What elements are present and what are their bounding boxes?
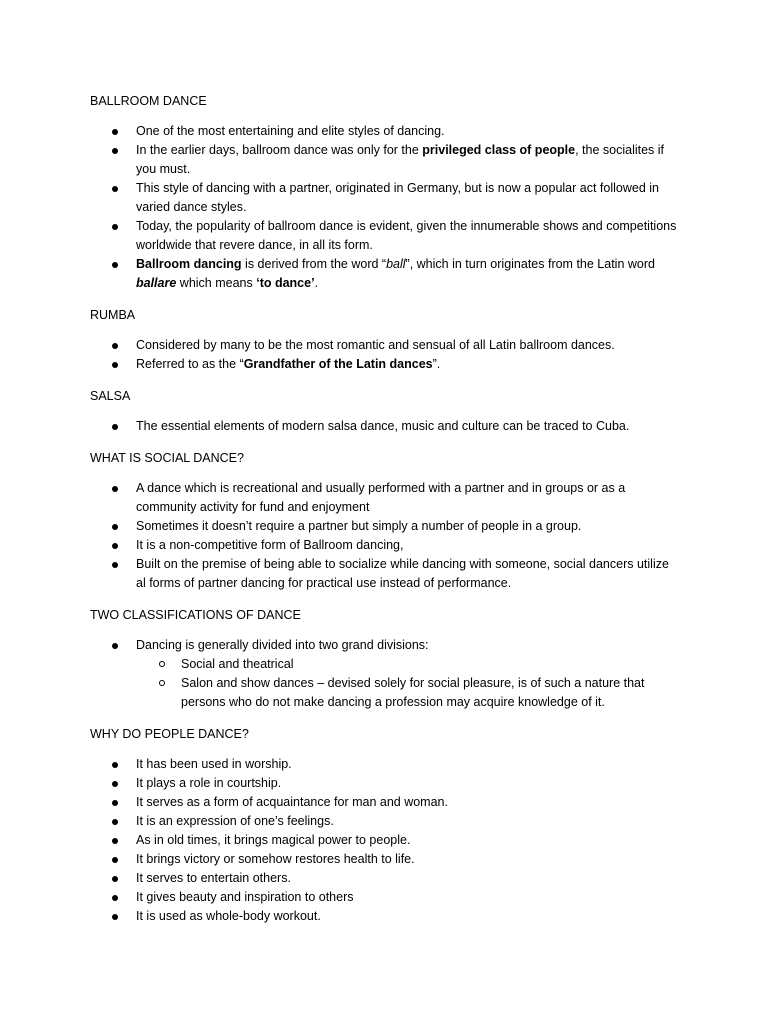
text-run: is derived from the word “ <box>241 257 387 271</box>
text-run: Social and theatrical <box>181 657 294 671</box>
list-item-text <box>136 833 410 847</box>
list-item-text <box>136 338 615 352</box>
text-run: It has been used in worship. <box>136 757 292 771</box>
list-item-text <box>136 181 659 214</box>
list-item <box>90 336 680 355</box>
document-page <box>90 92 680 939</box>
list-item-text <box>136 871 291 885</box>
bullet-list <box>90 122 680 293</box>
text-run: It serves as a form of acquaintance for man and woman. <box>136 795 448 809</box>
text-run: Ballroom dancing <box>136 257 242 271</box>
list-item-text <box>136 557 669 590</box>
sub-list-item <box>90 655 680 674</box>
bullet-icon <box>112 486 118 492</box>
list-item <box>90 831 680 850</box>
text-run: ”, which in turn originates from the Latin word <box>405 257 655 271</box>
bullet-icon <box>112 562 118 568</box>
section-heading: SALSA <box>90 389 131 403</box>
list-item-text <box>136 757 292 771</box>
bullet-icon <box>112 129 118 135</box>
bullet-list <box>90 417 680 436</box>
bullet-icon <box>112 819 118 825</box>
list-item-text <box>136 909 321 923</box>
list-item-text <box>136 481 625 514</box>
text-run: It serves to entertain others. <box>136 871 291 885</box>
bullet-list <box>90 336 680 374</box>
list-item-text <box>136 357 440 371</box>
section-what-is-social-dance <box>90 449 680 593</box>
bullet-icon <box>112 343 118 349</box>
list-item <box>90 179 680 217</box>
list-item <box>90 141 680 179</box>
section-two-classifications-of-dance <box>90 606 680 712</box>
text-run: Grandfather of the Latin dances <box>243 357 433 371</box>
list-item <box>90 907 680 926</box>
text-run: Dancing is generally divided into two grand divisions: <box>136 638 429 652</box>
text-run: As in old times, it brings magical power to people. <box>136 833 411 847</box>
list-item-text <box>136 519 581 533</box>
list-item-text <box>136 419 629 433</box>
list-item <box>90 536 680 555</box>
text-run: ‘to dance’ <box>256 276 315 290</box>
list-item <box>90 869 680 888</box>
bullet-icon <box>112 224 118 230</box>
bullet-list <box>90 755 680 926</box>
bullet-icon <box>112 362 118 368</box>
text-run: ball <box>386 257 406 271</box>
bullet-icon <box>112 857 118 863</box>
list-item-text <box>136 795 448 809</box>
hollow-bullet-icon <box>159 661 165 667</box>
list-item <box>90 217 680 255</box>
section-rumba <box>90 306 680 374</box>
section-heading: WHY DO PEOPLE DANCE? <box>90 727 249 741</box>
list-item <box>90 636 680 712</box>
sub-list-item <box>90 674 680 712</box>
text-run: In the earlier days, ballroom dance was only for the <box>136 143 423 157</box>
bullet-icon <box>112 262 118 268</box>
list-item-text <box>136 538 403 552</box>
list-item <box>90 812 680 831</box>
sub-list-item-text <box>181 657 294 671</box>
list-item-text <box>136 124 445 138</box>
text-run: A dance which is recreational and usually performed with a partner and in groups or as a community activity for fund and enjoyment <box>136 481 626 514</box>
list-item <box>90 122 680 141</box>
list-item <box>90 255 680 293</box>
section-heading: RUMBA <box>90 308 136 322</box>
list-item <box>90 793 680 812</box>
text-run <box>136 276 176 290</box>
section-salsa <box>90 387 680 436</box>
text-run: The essential elements of modern salsa dance, music and culture can be traced to Cuba. <box>136 419 630 433</box>
list-item <box>90 479 680 517</box>
list-item <box>90 555 680 593</box>
text-run: which means <box>176 276 257 290</box>
list-item <box>90 774 680 793</box>
text-run: It is an expression of one’s feelings. <box>136 814 334 828</box>
section-why-do-people-dance <box>90 725 680 926</box>
bullet-icon <box>112 781 118 787</box>
bullet-icon <box>112 148 118 154</box>
list-item <box>90 888 680 907</box>
bullet-icon <box>112 762 118 768</box>
list-item-text <box>136 814 334 828</box>
list-item-text <box>136 852 415 866</box>
hollow-bullet-icon <box>159 680 165 686</box>
bullet-icon <box>112 876 118 882</box>
text-run: Today, the popularity of ballroom dance is evident, given the innumerable shows and competitions worldwide that revere dance, in all its form. <box>136 219 677 252</box>
list-item <box>90 755 680 774</box>
text-run: Referred to as the “ <box>136 357 244 371</box>
sub-bullet-list <box>136 655 680 712</box>
text-run: One of the most entertaining and elite styles of dancing. <box>136 124 445 138</box>
text-run: , the socialites if you must. <box>136 143 665 176</box>
bullet-icon <box>112 800 118 806</box>
list-item-text <box>136 257 655 290</box>
text-run: It plays a role in courtship. <box>136 776 282 790</box>
text-run: Considered by many to be the most romantic and sensual of all Latin ballroom dances. <box>136 338 615 352</box>
section-heading: BALLROOM DANCE <box>90 94 207 108</box>
list-item <box>90 850 680 869</box>
bullet-list <box>90 636 680 712</box>
list-item-text <box>136 776 281 790</box>
bullet-icon <box>112 643 118 649</box>
bullet-icon <box>112 914 118 920</box>
text-run: It brings victory or somehow restores health to life. <box>136 852 415 866</box>
text-run: This style of dancing with a partner, originated in Germany, but is now a popular act followed in varied dance styles. <box>136 181 659 214</box>
list-item-text <box>136 890 354 904</box>
list-item-text <box>136 638 429 652</box>
sub-list-item-text <box>181 676 644 709</box>
text-run: It gives beauty and inspiration to others <box>136 890 354 904</box>
bullet-icon <box>112 838 118 844</box>
text-run: It is used as whole-body workout. <box>136 909 321 923</box>
bullet-icon <box>112 543 118 549</box>
bullet-list <box>90 479 680 593</box>
section-heading: TWO CLASSIFICATIONS OF DANCE <box>90 608 301 622</box>
text-run: Built on the premise of being able to socialize while dancing with someone, social dancers utilize al forms of partner dancing for practical use instead of performance. <box>136 557 669 590</box>
bullet-icon <box>112 524 118 530</box>
text-run: It is a non-competitive form of Ballroom dancing, <box>136 538 404 552</box>
text-run: . <box>314 276 319 290</box>
text-run: Sometimes it doesn’t require a partner but simply a number of people in a group. <box>136 519 582 533</box>
list-item-text <box>136 143 664 176</box>
bullet-icon <box>112 186 118 192</box>
list-item <box>90 517 680 536</box>
text-run: ballare <box>136 276 177 290</box>
bullet-icon <box>112 895 118 901</box>
text-run: Salon and show dances – devised solely for social pleasure, is of such a nature that persons who do not make dancing a profession may acquire knowledge of it. <box>181 676 645 709</box>
bullet-icon <box>112 424 118 430</box>
section-ballroom-dance <box>90 92 680 293</box>
text-run: privileged class of people <box>422 143 576 157</box>
list-item <box>90 355 680 374</box>
section-heading: WHAT IS SOCIAL DANCE? <box>90 451 244 465</box>
text-run: ”. <box>432 357 441 371</box>
list-item <box>90 417 680 436</box>
list-item-text <box>136 219 676 252</box>
